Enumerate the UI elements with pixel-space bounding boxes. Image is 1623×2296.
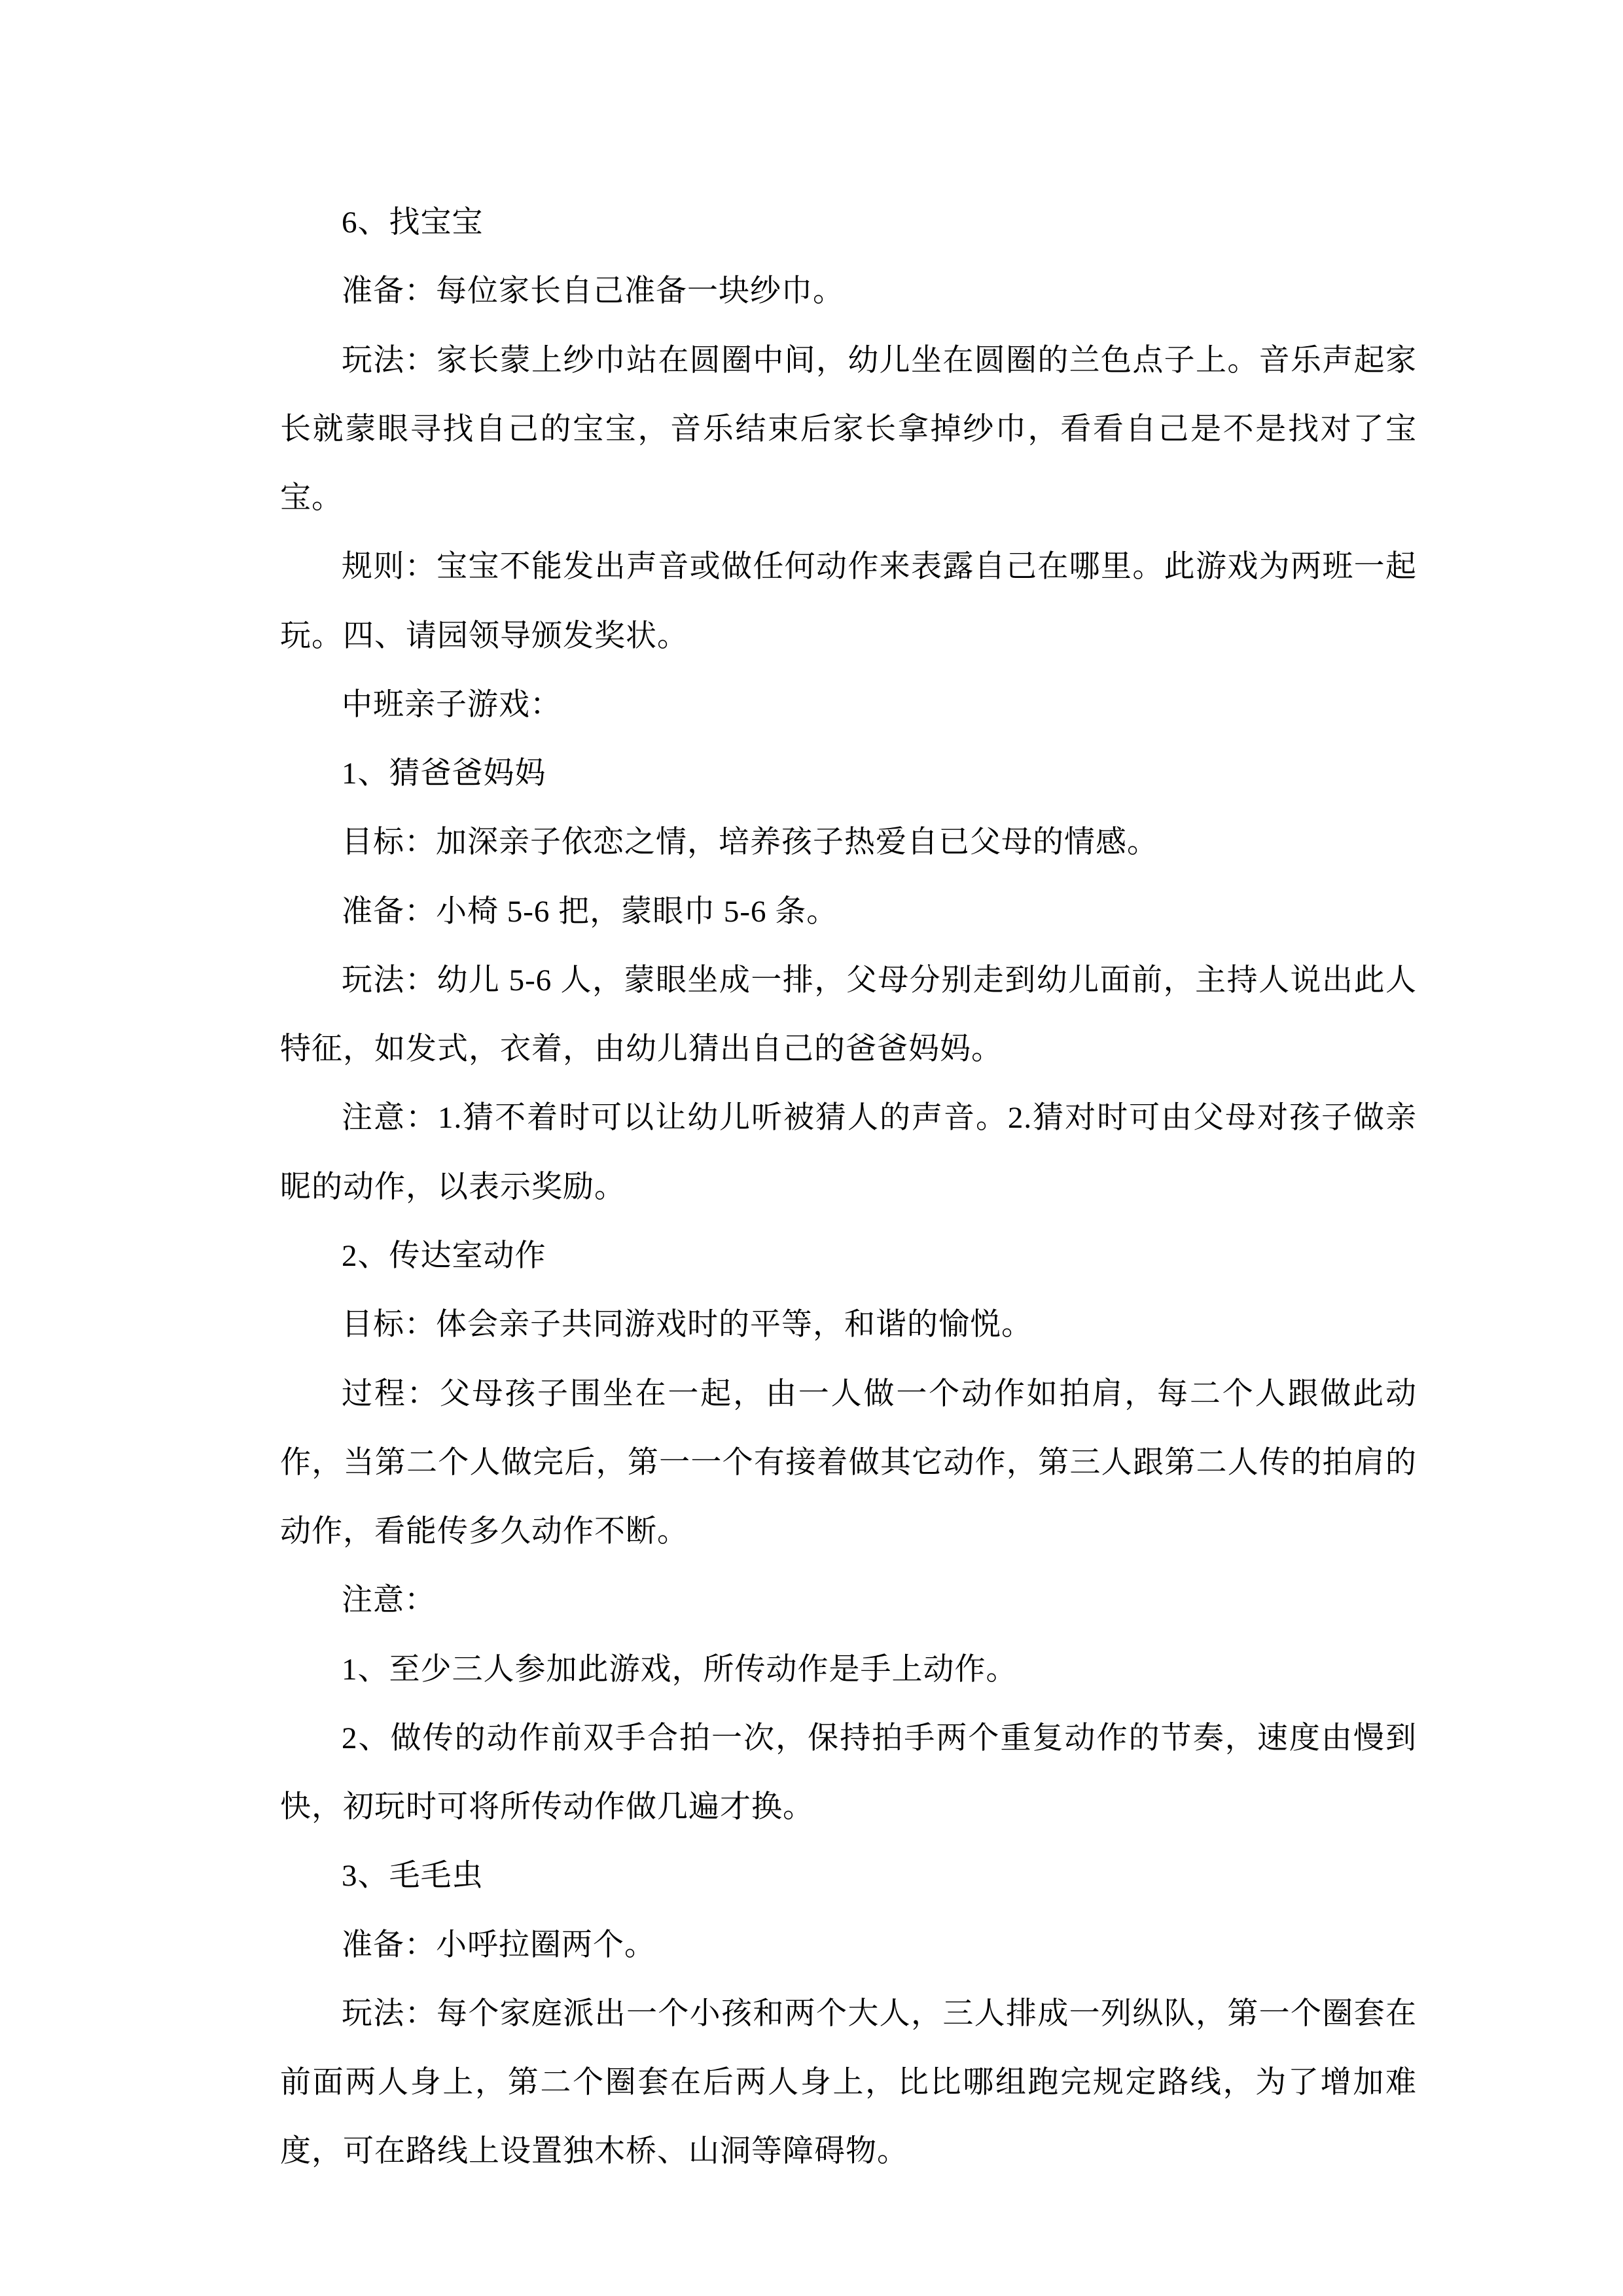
paragraph-heading: 1、猜爸爸妈妈 [342, 757, 546, 791]
paragraph: 玩法：每个家庭派出一个小孩和两个大人，三人排成一列纵队，第一个圈套在前面两人身上，第二个圈套在后两人身上，比比哪组跑完规定路线，为了增加难度，可在路线上设置独木桥、山洞等障碍物。 [280, 1996, 1417, 2169]
paragraph: 注意： [342, 1583, 436, 1618]
paragraph-heading: 3、毛毛虫 [342, 1859, 484, 1893]
paragraph-heading: 6、找宝宝 [342, 206, 484, 240]
paragraph: 过程：父母孩子围坐在一起，由一人做一个动作如拍肩，每二个人跟做此动作，当第二个人做完后，第一一个有接着做其它动作，第三人跟第二人传的拍肩的动作，看能传多久动作不断。 [280, 1376, 1417, 1549]
paragraph: 1、至少三人参加此游戏，所传动作是手上动作。 [342, 1652, 1018, 1687]
paragraph: 准备：每位家长自己准备一块纱巾。 [342, 274, 844, 309]
paragraph: 注意：1.猜不着时可以让幼儿听被猜人的声音。2.猜对时可由父母对孩子做亲昵的动作，以表示奖励。 [280, 1101, 1417, 1204]
paragraph: 规则：宝宝不能发出声音或做任何动作来表露自己在哪里。此游戏为两班一起玩。四、请园领导颁发奖状。 [280, 550, 1417, 653]
paragraph: 玩法：幼儿 5-6 人，蒙眼坐成一排，父母分别走到幼儿面前，主持人说出此人特征，如发式，衣着，由幼儿猜出自己的爸爸妈妈。 [280, 963, 1417, 1067]
paragraph: 目标：体会亲子共同游戏时的平等，和谐的愉悦。 [342, 1308, 1033, 1342]
paragraph: 2、做传的动作前双手合拍一次，保持拍手两个重复动作的节奏，速度由慢到快，初玩时可将所传动作做几遍才换。 [280, 1721, 1417, 1825]
paragraph: 玩法：家长蒙上纱巾站在圆圈中间，幼儿坐在圆圈的兰色点子上。音乐声起家长就蒙眼寻找自己的宝宝，音乐结束后家长拿掉纱巾，看看自己是不是找对了宝宝。 [280, 343, 1417, 516]
paragraph: 准备：小呼拉圈两个。 [342, 1928, 656, 1962]
paragraph-heading: 2、传达室动作 [342, 1238, 546, 1273]
paragraph-section-title: 中班亲子游戏： [342, 687, 562, 722]
paragraph: 目标：加深亲子依恋之情，培养孩子热爱自已父母的情感。 [342, 825, 1158, 860]
paragraph: 准备：小椅 5-6 把，蒙眼巾 5-6 条。 [342, 894, 838, 929]
